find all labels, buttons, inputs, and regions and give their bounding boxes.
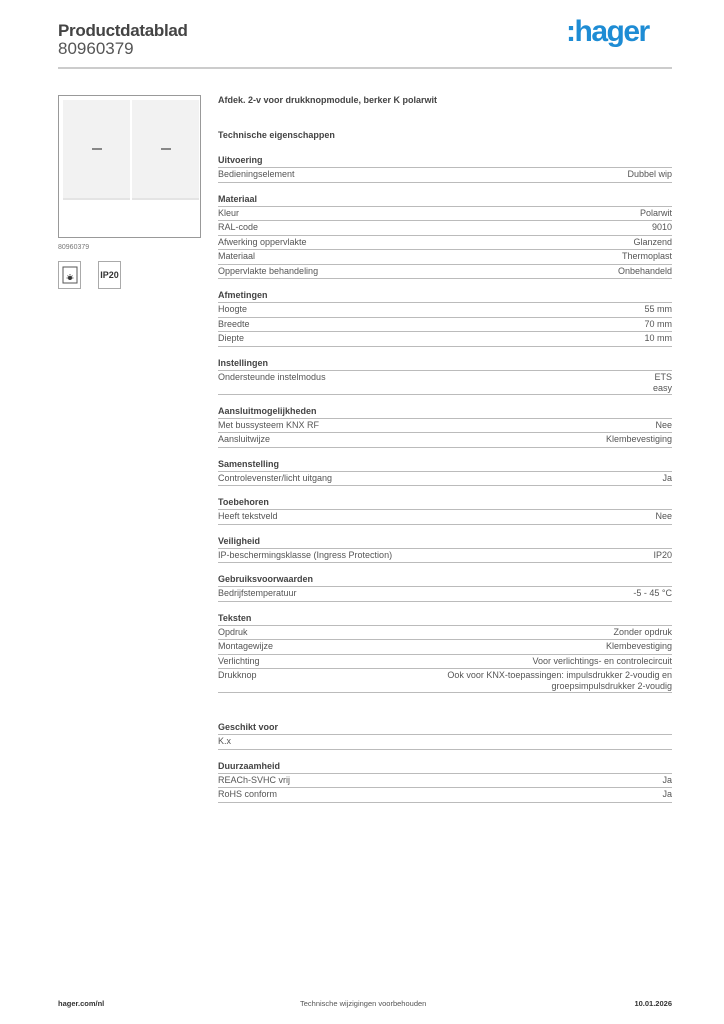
spec-value: Klembevestiging xyxy=(605,434,672,444)
spec-section xyxy=(218,357,672,395)
spec-label: Bedrijfstemperatuur xyxy=(218,588,297,598)
spec-value: 55 mm xyxy=(644,304,672,314)
footer-website[interactable]: hager.com/nl xyxy=(58,999,105,1008)
spec-value: 10 mm xyxy=(644,333,672,343)
section-title: Veiligheid xyxy=(218,535,672,549)
spec-row xyxy=(218,433,672,448)
spec-row xyxy=(218,371,672,395)
spec-value: Glanzend xyxy=(633,236,672,247)
section-title: Uitvoering xyxy=(218,154,672,168)
section-title: Toebehoren xyxy=(218,496,672,510)
spec-value: 70 mm xyxy=(644,318,672,329)
spec-row xyxy=(218,472,672,487)
spec-row xyxy=(218,655,672,670)
product-name: Afdek. 2-v voor drukknopmodule, berker K polarwit xyxy=(218,95,438,105)
spec-row xyxy=(218,318,672,333)
header-divider xyxy=(58,67,672,69)
spec-label: Bedieningselement xyxy=(218,169,295,179)
spec-value: Dubbel wip xyxy=(627,169,672,179)
spec-row xyxy=(218,774,672,789)
section-title: Materiaal xyxy=(218,193,672,207)
spec-label: Ondersteunde instelmodus xyxy=(218,371,326,382)
led-indicator xyxy=(161,148,171,150)
tech-heading: Technische eigenschappen xyxy=(218,130,335,140)
spec-value: Thermoplast xyxy=(621,251,672,261)
spec-label: RoHS conform xyxy=(218,789,278,799)
spec-value: Ja xyxy=(662,774,672,785)
rocker-right xyxy=(132,100,199,200)
page-title: Productdatablad xyxy=(58,21,188,40)
spec-value: -5 - 45 °C xyxy=(633,588,672,598)
spec-label: RAL-code xyxy=(218,222,259,232)
product-code: 80960379 xyxy=(58,39,134,58)
spec-section xyxy=(218,760,672,803)
spec-section xyxy=(218,612,672,694)
spec-section xyxy=(218,496,672,525)
spec-label: Verlichting xyxy=(218,655,260,666)
spec-section xyxy=(218,535,672,564)
spec-label: Oppervlakte behandeling xyxy=(218,265,319,276)
spec-value: Ook voor KNX-toepassingen: impulsdrukker 2-voudig en groepsimpulsdrukker 2-voudig xyxy=(447,670,672,691)
spec-row xyxy=(218,640,672,655)
spec-label: Aansluitwijze xyxy=(218,434,271,444)
spec-value: Ja xyxy=(662,472,672,483)
spec-label: Opdruk xyxy=(218,626,248,637)
lamp-icon xyxy=(58,261,81,289)
spec-row xyxy=(218,587,672,602)
ip20-badge: IP20 xyxy=(98,261,121,289)
spec-label: Heeft tekstveld xyxy=(218,511,278,521)
section-title: Duurzaamheid xyxy=(218,760,672,774)
section-title: Afmetingen xyxy=(218,289,672,303)
spec-row xyxy=(218,419,672,434)
spec-section xyxy=(218,573,672,602)
product-image xyxy=(58,95,201,238)
spec-row xyxy=(218,510,672,525)
spec-label: IP-beschermingsklasse (Ingress Protection) xyxy=(218,549,393,560)
section-title: Teksten xyxy=(218,612,672,626)
spec-value: Polarwit xyxy=(639,207,672,218)
spec-value: Zonder opdruk xyxy=(613,626,672,637)
spec-value: Nee xyxy=(655,419,672,430)
footer-date: 10.01.2026 xyxy=(634,999,672,1008)
spec-row xyxy=(218,669,672,693)
spec-row xyxy=(218,207,672,222)
hager-logo: :hager xyxy=(566,15,649,48)
spec-row xyxy=(218,788,672,803)
spec-label: Afwerking oppervlakte xyxy=(218,236,307,247)
spec-label: Drukknop xyxy=(218,670,257,680)
spec-row xyxy=(218,265,672,280)
spec-section xyxy=(218,193,672,280)
rocker-left xyxy=(63,100,130,200)
spec-label: Materiaal xyxy=(218,251,256,261)
section-title: Geschikt voor xyxy=(218,721,672,735)
spec-value: 9010 xyxy=(651,222,672,232)
spec-value: IP20 xyxy=(653,549,672,560)
spec-value: Nee xyxy=(655,511,672,521)
spec-label: Diepte xyxy=(218,333,245,343)
spec-label: K.x xyxy=(218,736,232,746)
section-title: Gebruiksvoorwaarden xyxy=(218,573,672,587)
spec-row xyxy=(218,236,672,251)
footer-disclaimer: Technische wijzigingen voorbehouden xyxy=(300,999,427,1008)
spec-row xyxy=(218,332,672,347)
spec-label: Met bussysteem KNX RF xyxy=(218,419,320,430)
spec-value: Klembevestiging xyxy=(605,641,672,651)
spec-label: Controlevenster/licht uitgang xyxy=(218,472,333,483)
spec-label: Hoogte xyxy=(218,304,248,314)
spec-content xyxy=(218,95,672,803)
spec-value: Voor verlichtings- en controlecircuit xyxy=(532,655,672,666)
spec-label: REACh-SVHC vrij xyxy=(218,774,291,785)
spec-row xyxy=(218,168,672,183)
spec-row xyxy=(218,303,672,318)
spec-value: Ja xyxy=(662,789,672,799)
led-indicator xyxy=(92,148,102,150)
section-title: Aansluitmogelijkheden xyxy=(218,405,672,419)
spec-row xyxy=(218,221,672,236)
spec-section xyxy=(218,289,672,347)
spec-sections xyxy=(218,154,672,803)
section-title: Instellingen xyxy=(218,357,672,371)
spec-label: Montagewijze xyxy=(218,641,274,651)
spec-value: ETS easy xyxy=(652,371,672,393)
section-title: Samenstelling xyxy=(218,458,672,472)
spec-section xyxy=(218,154,672,183)
spec-value: Onbehandeld xyxy=(617,265,672,276)
spec-row xyxy=(218,626,672,641)
image-caption: 80960379 xyxy=(58,244,90,251)
spec-row xyxy=(218,250,672,265)
spec-section xyxy=(218,405,672,448)
spec-row xyxy=(218,549,672,564)
spec-section xyxy=(218,458,672,487)
spec-section xyxy=(218,721,672,750)
spec-label: Kleur xyxy=(218,207,240,218)
spec-label: Breedte xyxy=(218,318,250,329)
spec-row xyxy=(218,735,672,750)
